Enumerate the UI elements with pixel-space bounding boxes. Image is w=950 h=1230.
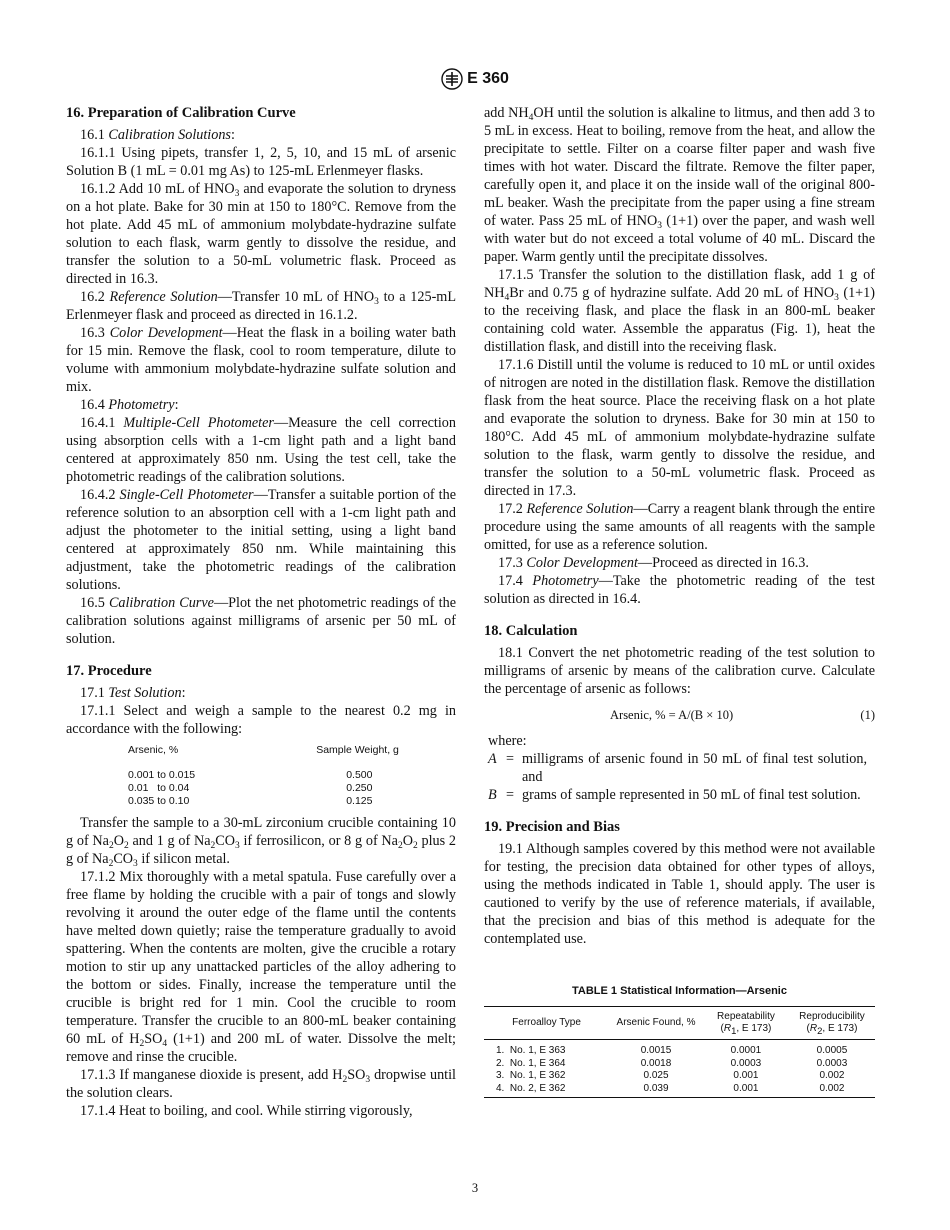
section-16-heading: 16. Preparation of Calibration Curve	[66, 105, 296, 121]
col-reproducibility: Reproducibility ($R_2$, E 173)	[789, 1007, 875, 1040]
para-19-1: 19.1 Although samples covered by this method were not available for testing, the precision data obtained for other types of alloys, using the methods indicated in Table 1, should apply. The user is cautioned to verify by the use of reference materials, if available, that the precision and bias of this method is adequate for the contemplated use.	[484, 841, 875, 947]
equation-1	[484, 706, 875, 724]
section-17-heading: 17. Procedure	[66, 663, 152, 679]
para-16-4-1: 16.4.1 Multiple-Cell Photometer—Measure the cell correction using absorption cells with a 1-cm light path and a light band centered at approximately 850 nm. Using the test cell, take the photometric readings of the calibration solutions.	[66, 415, 456, 485]
section-18-heading: 18. Calculation	[484, 623, 578, 639]
table-1-title: TABLE 1 Statistical Information—Arsenic	[572, 985, 787, 997]
table-row: 2. No. 1, E 364 0.0018 0.0003 0.0003	[496, 1057, 848, 1069]
para-16-1-2: 16.1.2 Add 10 mL of $HNO_3$ and evaporate the solution to dryness on a hot plate. Bake for 30 min at 150 to 180°C. Remove from the hot plate. Add 45 mL of ammonium molybdate-hydrazine sulfate solution to each flask, warm gently to dissolve the residue, and transfer the solution to a 50-mL volumetric flask. Proceed as directed in 16.3.	[66, 181, 456, 287]
section-19-heading: 19. Precision and Bias	[484, 819, 620, 835]
para-16-4: 16.4 Photometry:	[80, 397, 179, 413]
para-16-3: 16.3 Color Development—Heat the flask in a boiling water bath for 15 min. Remove the flask, cool to room temperature, dilute to volume with ammonium molybdate-hydrazine sulfate solution and mix.	[66, 325, 456, 395]
col-arsenic-found: Arsenic Found, %	[609, 1007, 703, 1040]
table-row: 0.01 to 0.04 0.250	[128, 782, 373, 794]
para-17-1: 17.1 Test Solution:	[80, 685, 186, 701]
para-18-1: 18.1 Convert the net photometric reading of the test solution to milligrams of arsenic by means of the calibration curve. Calculate the percentage of arsenic as follows:	[484, 645, 875, 697]
para-transfer-sample: Transfer the sample to a 30-mL zirconium crucible containing 10 g of $Na_2O_2$ and 1 g of $Na_2CO_3$ if ferrosilicon, or 8 g of $Na_2O_2$ plus 2 g of $Na_2CO_3$ if silicon metal.	[66, 815, 456, 869]
para-17-3: 17.3 Color Development—Proceed as directed in 16.3.	[498, 555, 809, 571]
para-17-1-4-start: 17.1.4 Heat to boiling, and cool. While stirring vigorously,	[80, 1103, 413, 1119]
definition-b: B = grams of sample represented in 50 mL of final test solution.	[488, 787, 861, 803]
page-number: 3	[471, 1181, 479, 1195]
page-header	[0, 68, 950, 90]
para-17-2: 17.2 Reference Solution—Carry a reagent blank through the entire procedure using the same amounts of all reagents with the sample omitted, for use as a reference solution.	[484, 501, 875, 553]
para-16-1-1: 16.1.1 Using pipets, transfer 1, 2, 5, 10, and 15 mL of arsenic Solution B (1 mL = 0.01 mg As) to 125-mL Erlenmeyer flasks.	[66, 145, 456, 179]
para-17-1-3: 17.1.3 If manganese dioxide is present, add $H_2SO_3$ dropwise until the solution clears.	[66, 1067, 456, 1101]
table-row: 4. No. 2, E 362 0.039 0.001 0.002	[496, 1082, 845, 1094]
table-row: 3. No. 1, E 362 0.025 0.001 0.002	[496, 1070, 845, 1081]
weight-col-sample: Sample Weight, g	[316, 744, 399, 756]
astm-logo-icon	[441, 68, 463, 90]
sample-weight-table	[66, 744, 456, 808]
table-row: 1. No. 1, E 363 0.0015 0.0001 0.0005	[496, 1045, 848, 1056]
table-1	[484, 1006, 875, 1098]
designation: E 360	[467, 70, 509, 88]
para-17-4: 17.4 Photometry—Take the photometric reading of the test solution as directed in 16.4.	[484, 573, 875, 607]
right-column	[484, 104, 875, 1098]
para-17-1-5: 17.1.5 Transfer the solution to the distillation flask, add 1 g of $NH_4Br$ and 0.75 g of hydrazine sulfate. Add 20 mL of $HNO_3$ (1+1) to the receiving flask, and place the flask in an 800-mL beaker containing cold water. Assemble the apparatus (Fig. 1), heat the distillation flask, and distill into the receiving flask.	[484, 267, 876, 355]
para-16-2: 16.2 Reference Solution—Transfer 10 mL of $HNO_3$ to a 125-mL Erlenmeyer flask and proceed as directed in 16.1.2.	[66, 289, 457, 323]
col-repeatability: Repeatability ($R_1$, E 173)	[703, 1007, 789, 1040]
table-header-row	[484, 1007, 875, 1040]
para-17-1-1: 17.1.1 Select and weigh a sample to the nearest 0.2 mg in accordance with the following:	[66, 703, 456, 737]
para-16-5: 16.5 Calibration Curve—Plot the net photometric readings of the calibration solutions against milligrams of arsenic per 50 mL of solution.	[66, 595, 457, 647]
table-row: 0.001 to 0.015 0.500	[128, 769, 373, 781]
equation-number: (1)	[860, 708, 875, 722]
definition-a: A = milligrams of arsenic found in 50 mL of final test solution, and	[488, 751, 867, 785]
para-17-1-4-cont: add $NH_4OH$ until the solution is alkaline to litmus, and then add 3 to 5 mL in excess. Heat to boiling, remove from the heat, and allow the precipitate to settle. Filter on a coarse filter paper and wash five times with hot water. Discard the filtrate. Remove the filter paper, carefully open it, and place it on the inside wall of the original 800-mL beaker. Wash the precipitate from the paper using a fine stream of water. Pass 25 mL of $HNO_3$ (1+1) over the paper, and wash well with water but do not exceed a total volume of 40 mL. Discard the paper. Warm gently until the precipitate dissolves.	[484, 105, 875, 265]
left-column	[66, 104, 456, 1120]
where-label: where:	[488, 733, 527, 749]
para-16-1: 16.1 Calibration Solutions:	[80, 127, 235, 143]
equation-text: Arsenic, % = A/(B × 10)	[610, 708, 734, 722]
table-row: 0.035 to 0.10 0.125	[128, 795, 373, 807]
col-ferroalloy-type: Ferroalloy Type	[484, 1007, 609, 1040]
para-16-4-2: 16.4.2 Single-Cell Photometer—Transfer a suitable portion of the reference solution to an absorption cell with a 1-cm light path and adjust the photometer to the initial setting, using a light band centered at approximately 850 nm. While maintaining this adjustment, take the photometric readings of the calibration solutions.	[66, 487, 457, 593]
para-17-1-6: 17.1.6 Distill until the volume is reduced to 10 mL or until oxides of nitrogen are noted in the distillation flask. Remove the distillation flask from the heat source. Place the receiving flask on a hot plate and evaporate the solution to dryness. Bake for 30 min at 150 to 180°C. Add 45 mL of ammonium molybdate-hydrazine sulfate solution to the flask, warm gently to dissolve the residue, and transfer the solution to a 50-mL volumetric flask. Proceed as directed in 17.3.	[484, 357, 875, 499]
weight-col-arsenic: Arsenic, %	[128, 744, 179, 756]
para-17-1-2: 17.1.2 Mix thoroughly with a metal spatula. Fuse carefully over a free flame by holding the crucible with a pair of tongs and slowly revolving it around the outer edge of the flame until the contents have melted down quietly; raise the temperature gradually to avoid spattering. When the contents are molten, give the crucible a rotary motion to stir up any unattacked particles of the alloy adhering to the bottom or sides. Finally, increase the temperature until the crucible is bright red for 1 min. Cool the crucible to room temperature. Transfer the crucible to an 800-mL beaker containing 60 mL of $H_2SO_4$ (1+1) and 200 mL of water. Dissolve the melt; remove and rinse the crucible.	[66, 869, 456, 1065]
